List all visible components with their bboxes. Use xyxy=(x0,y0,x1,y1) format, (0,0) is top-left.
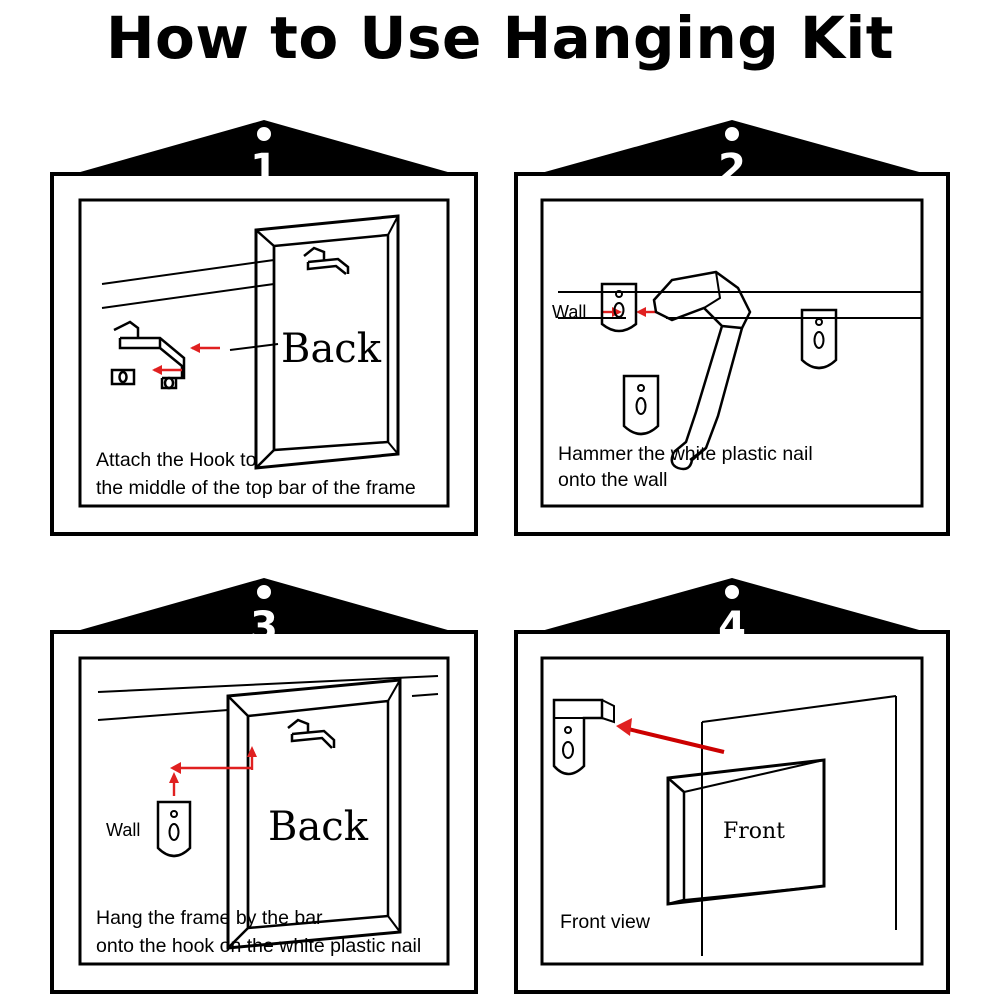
frame-face-label-1: Back xyxy=(281,326,381,372)
step-number-dot-4 xyxy=(723,583,741,601)
page-title: How to Use Hanging Kit xyxy=(106,4,894,72)
step-caption-3-line1: Hang the frame by the bar xyxy=(96,907,323,929)
step-panel-4 xyxy=(506,570,958,998)
step-panel-2 xyxy=(506,112,958,540)
step-caption-4-line1: Front view xyxy=(560,911,650,933)
frame-face-label-3: Back xyxy=(268,804,368,850)
step-number-1: 1 xyxy=(250,146,278,192)
step-number-2: 2 xyxy=(718,146,746,192)
wall-label-3: Wall xyxy=(106,820,141,840)
wall-label-2: Wall xyxy=(552,302,587,322)
step-number-3: 3 xyxy=(250,604,278,650)
step-panel-3 xyxy=(42,570,486,998)
frame-face-label-4: Front xyxy=(722,819,786,844)
step-caption-2-line2: onto the wall xyxy=(558,469,668,491)
step-caption-3-line2: onto the hook on the white plastic nail xyxy=(96,935,422,957)
step-caption-1-line2: the middle of the top bar of the frame xyxy=(96,477,416,499)
step-panel-1 xyxy=(42,112,486,540)
step-caption-1-line1: Attach the Hook to xyxy=(96,449,257,471)
step-caption-2-line1: Hammer the white plastic nail xyxy=(558,443,813,465)
step-number-dot-2 xyxy=(723,125,741,143)
step-number-dot-3 xyxy=(255,583,273,601)
step-number-dot-1 xyxy=(255,125,273,143)
step-number-4: 4 xyxy=(718,604,746,650)
